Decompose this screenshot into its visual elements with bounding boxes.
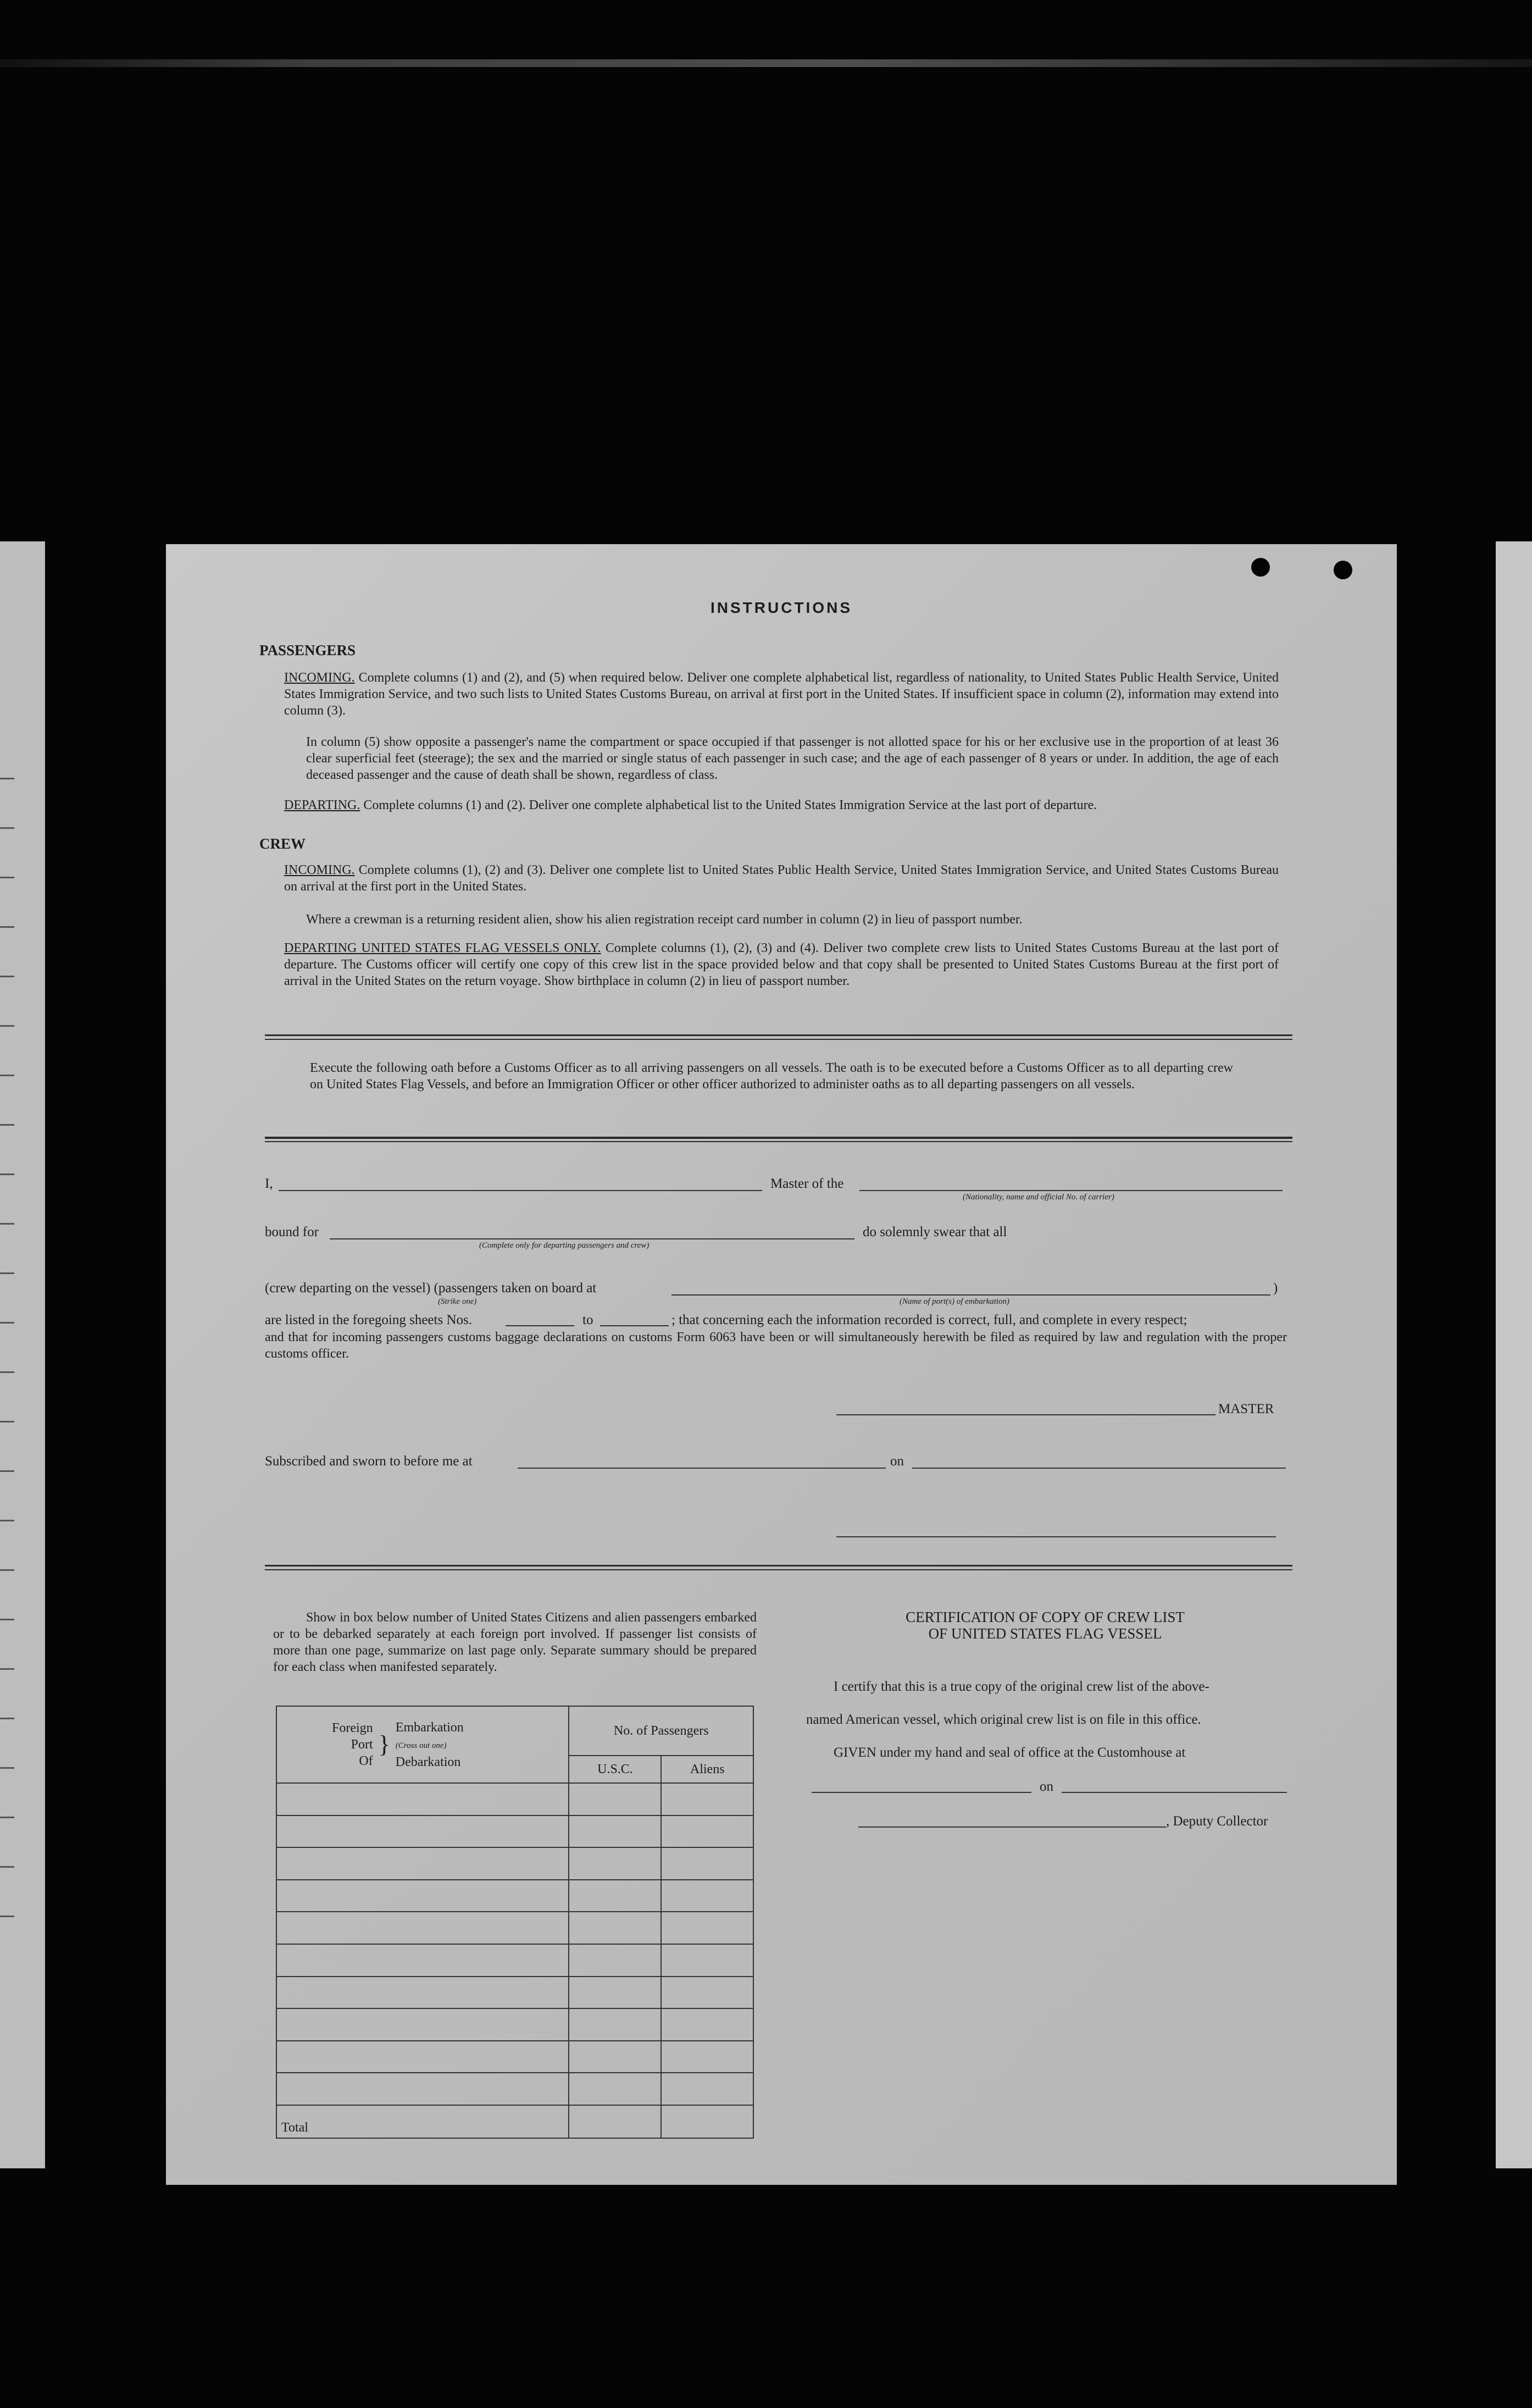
passengers-heading: PASSENGERS: [259, 642, 356, 658]
sheets-to-field[interactable]: [600, 1325, 669, 1326]
table-row: [276, 1912, 753, 1944]
master-label: MASTER: [1218, 1402, 1274, 1416]
oath-intro: Execute the following oath before a Customs Officer as to all arriving passengers on all vessels. The oath is to be executed before a Customs Officer as to all departing crew on United States Flag Vessels, and before an Immigration Officer or other officer authorized to administer oaths as to all departing passengers on all vessels.: [310, 1061, 1233, 1092]
deputy-signature-field[interactable]: [858, 1826, 1166, 1828]
brace-icon: }: [378, 1731, 390, 1758]
passenger-summary-table: [276, 1706, 754, 2139]
crew-heading: CREW: [259, 835, 306, 852]
port-hint: (Name of port(s) of embarkation): [900, 1297, 1009, 1306]
strike-one-hint: (Strike one): [438, 1297, 477, 1306]
passengers-departing-lead: DEPARTING.: [284, 798, 360, 812]
adjacent-page-right: [1496, 541, 1532, 2168]
passengers-departing-text: Complete columns (1) and (2). Deliver one complete alphabetical list to the United States Immigration Service at the last port of departure.: [363, 798, 1097, 812]
crew-resident-paragraph: Where a crewman is a returning resident alien, show his alien registration receipt card number in column (2) in lieu of passport number.: [306, 912, 1023, 927]
no-of-passengers-header: No. of Passengers: [569, 1706, 753, 1756]
total-usc-cell[interactable]: [569, 2105, 661, 2138]
divider: [265, 1039, 1292, 1040]
crew-incoming-paragraph: [284, 862, 1279, 895]
adjacent-page-left: [0, 541, 45, 2168]
embarkation-port-field[interactable]: [671, 1294, 1270, 1296]
sworn-on-label: on: [890, 1454, 904, 1469]
sheets-to-label: to: [582, 1313, 593, 1327]
master-of-the-label: Master of the: [770, 1176, 844, 1191]
oath-i-label: I,: [265, 1176, 273, 1191]
bound-for-hint: (Complete only for departing passengers and crew): [479, 1241, 650, 1250]
certify-line-3: GIVEN under my hand and seal of office at the Customhouse at: [834, 1745, 1186, 1760]
usc-header: U.S.C.: [569, 1756, 661, 1783]
total-aliens-cell[interactable]: [661, 2105, 753, 2138]
table-row: [276, 1880, 753, 1912]
certification-title-line-1: CERTIFICATION OF COPY OF CREW LIST: [906, 1609, 1185, 1625]
divider: [265, 1141, 1292, 1142]
aliens-header: Aliens: [661, 1756, 753, 1783]
listed-clause: ; that concerning each the information recorded is correct, full, and complete in every respect;: [671, 1313, 1187, 1327]
table-row: [276, 1977, 753, 2009]
film-edge: [0, 59, 1532, 67]
passengers-departing-paragraph: [284, 797, 1279, 813]
form-page: [166, 544, 1397, 2185]
deputy-collector-label: , Deputy Collector: [1166, 1814, 1268, 1829]
divider: [265, 1137, 1292, 1139]
certify-date-field[interactable]: [1062, 1792, 1287, 1793]
table-row: [276, 2041, 753, 2073]
sheets-label: are listed in the foregoing sheets Nos.: [265, 1313, 472, 1327]
total-label: Total: [276, 2105, 569, 2138]
divider: [265, 1569, 1292, 1570]
sworn-date-field[interactable]: [912, 1468, 1286, 1469]
instructions-title: INSTRUCTIONS: [711, 599, 852, 616]
carrier-field[interactable]: [859, 1190, 1283, 1191]
table-row: [276, 1847, 753, 1880]
carrier-hint: (Nationality, name and official No. of carrier): [963, 1193, 1114, 1202]
punch-hole: [1251, 558, 1270, 577]
divider: [265, 1034, 1292, 1036]
divider: [265, 1565, 1292, 1566]
table-row: [276, 2073, 753, 2105]
port-label: Port: [351, 1737, 373, 1752]
crew-departing-lead: DEPARTING UNITED STATES FLAG VESSELS ONLY.: [284, 941, 601, 955]
certification-title: [803, 1609, 1287, 1642]
total-row: [276, 2105, 753, 2138]
debarkation-label: Debarkation: [395, 1754, 461, 1769]
punch-hole: [1334, 561, 1352, 579]
table-row: [276, 1815, 753, 1848]
crew-departing-paragraph: [284, 940, 1279, 989]
foreign-label: Foreign: [332, 1721, 373, 1735]
crew-departing-text: Complete columns (1), (2), (3) and (4). Deliver two complete crew lists to United States Customs Bureau at the last port of departure. The Customs officer will certify one copy of this crew list in the space provided below and that copy shall be presented to United States Customs Bureau at the first port of arrival in the United States on the return voyage. Show birthplace in column (2) in lieu of passport number.: [284, 941, 1279, 988]
embarkation-label: Embarkation: [395, 1720, 464, 1735]
certify-on-label: on: [1040, 1779, 1053, 1794]
sworn-place-field[interactable]: [518, 1468, 886, 1469]
passengers-incoming-lead: INCOMING.: [284, 671, 355, 685]
certify-line-1: I certify that this is a true copy of the original crew list of the above-: [834, 1679, 1209, 1694]
crew-incoming-lead: INCOMING.: [284, 863, 355, 877]
officer-signature-field[interactable]: [836, 1536, 1276, 1537]
table-row: [276, 2008, 753, 2041]
table-row: [276, 1783, 753, 1815]
bound-for-label: bound for: [265, 1225, 319, 1239]
master-signature-field[interactable]: [836, 1414, 1215, 1415]
certify-line-2: named American vessel, which original crew list is on file in this office.: [806, 1712, 1201, 1727]
port-header: [276, 1706, 569, 1783]
crew-incoming-text: Complete columns (1), (2) and (3). Deliver one complete list to United States Public Health Service, United States Immigration Service, and United States Customs Bureau on arrival at the first port in the United States.: [284, 863, 1279, 894]
crew-departing-clause: (crew departing on the vessel) (passengers taken on board at: [265, 1281, 597, 1296]
cross-out-hint: (Cross out one): [395, 1741, 447, 1750]
subscribed-label: Subscribed and sworn to before me at: [265, 1454, 473, 1469]
of-label: Of: [359, 1754, 373, 1768]
close-paren: ): [1273, 1281, 1278, 1296]
passengers-incoming-text: Complete columns (1) and (2), and (5) when required below. Deliver one complete alphabetical list, regardless of nationality, to United States Public Health Service, United States Immigration Service, and two such lists to United States Customs Bureau, on arrival at first port in the United States. If insufficient space in column (2), information may extend into column (3).: [284, 671, 1279, 718]
summary-note: Show in box below number of United States Citizens and alien passengers embarked or to be debarked separately at each foreign port involved. If passenger list consists of more than one page, summarize on last page only. Separate summary should be prepared for each class when manifested separately.: [273, 1610, 757, 1674]
master-name-field[interactable]: [279, 1190, 762, 1191]
swear-label: do solemnly swear that all: [863, 1225, 1007, 1239]
bound-for-field[interactable]: [330, 1238, 854, 1239]
certification-title-line-2: OF UNITED STATES FLAG VESSEL: [928, 1625, 1162, 1642]
sheets-from-field[interactable]: [506, 1325, 574, 1326]
table-row: [276, 1944, 753, 1977]
column5-paragraph: In column (5) show opposite a passenger's name the compartment or space occupied if that passenger is not allotted space for his or her exclusive use in the proportion of at least 36 clear superficial feet (steerage); the sex and the married or single status of each passenger in such case; and the age of each passenger of 8 years or under. In addition, the age of each deceased passenger and the cause of death shall be shown, regardless of class.: [306, 735, 1279, 782]
passengers-incoming-paragraph: [284, 669, 1279, 719]
baggage-clause: and that for incoming passengers customs baggage declarations on customs Form 6063 have been or will simultaneously herewith be filed as required by law and regulation with the proper customs officer.: [265, 1330, 1287, 1361]
customhouse-field[interactable]: [812, 1792, 1031, 1793]
